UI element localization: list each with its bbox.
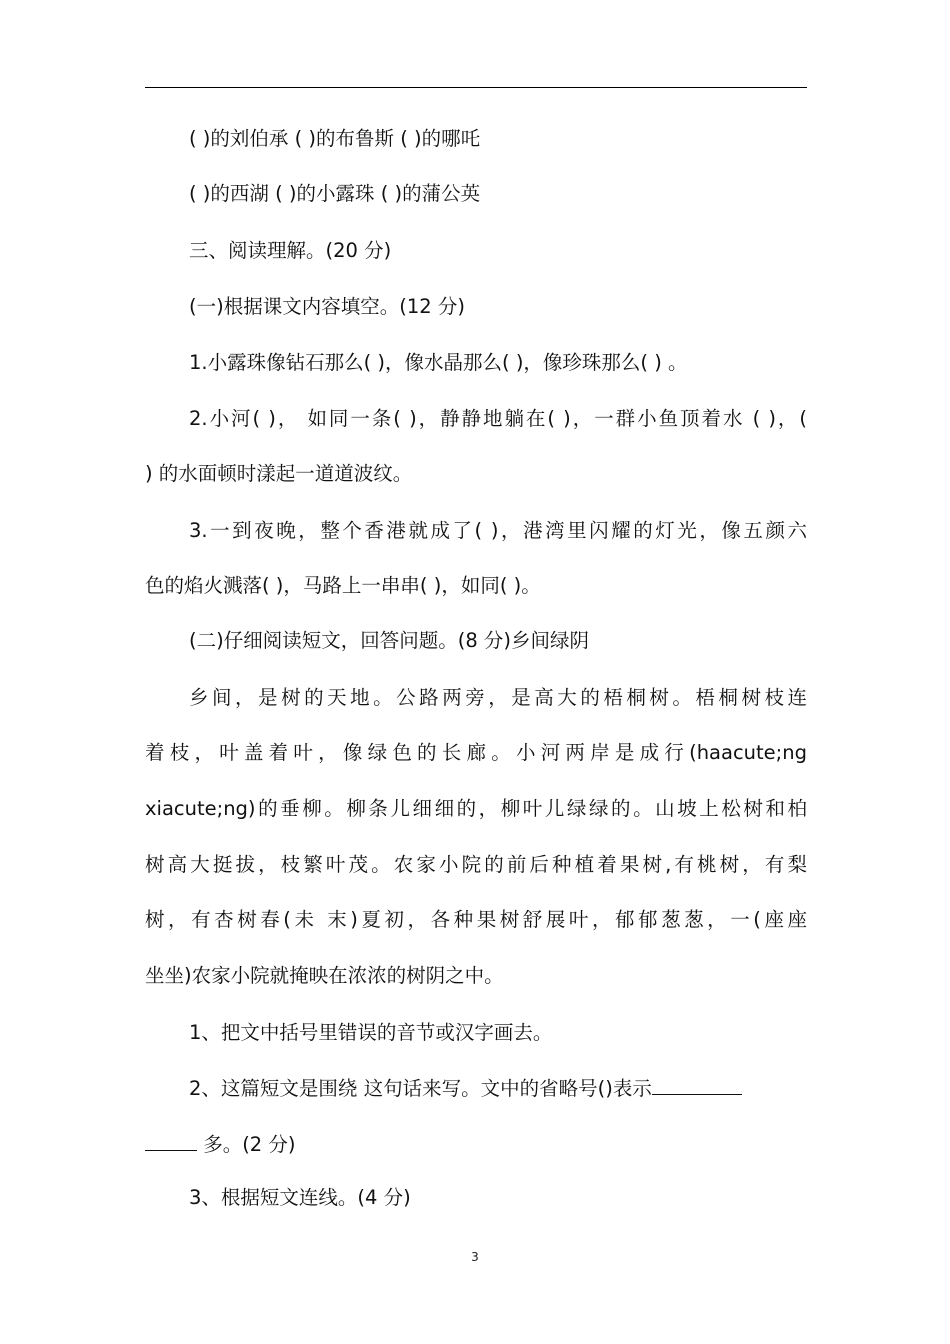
question-line [189,1074,807,1102]
text-line: ( )的刘伯承 ( )的布鲁斯 ( )的哪吒 [189,127,481,150]
question-text: 2.小河( )， 如同一条( )，静静地躺在( )，一群小鱼顶着水 ( )，( [189,407,807,430]
question-text: 2、这篇短文是围绕 这句话来写。文中的省略号()表示 [189,1077,652,1100]
section-heading: 三、阅读理解。(20 分) [189,239,392,262]
page-number: 3 [471,1250,479,1264]
passage-text: 乡间，是树的天地。公路两旁，是高大的梧桐树。梧桐树枝连 [189,686,807,709]
passage-text: 着枝，叶盖着叶，像绿色的长廊。小河两岸是成行(haacute;ng [145,741,807,764]
answer-blank[interactable] [652,1074,742,1095]
question-text: 3.一到夜晚，整个香港就成了( )，港湾里闪耀的灯光，像五颜六 [189,519,807,542]
passage-text: 树高大挺拔，枝繁叶茂。农家小院的前后种植着果树,有桃树，有梨 [145,853,807,876]
passage-text: xiacute;ng)的垂柳。柳条儿细细的，柳叶儿绿绿的。山坡上松树和柏 [145,797,807,820]
question-text: 多。(2 分) [203,1133,296,1156]
subsection-heading: (二)仔细阅读短文，回答问题。(8 分)乡间绿阴 [189,629,590,652]
question-text: 1.小露珠像钻石那么( )，像水晶那么( )，像珍珠那么( ) 。 [189,351,688,374]
answer-blank[interactable] [145,1130,197,1151]
text-line: ( )的西湖 ( )的小露珠 ( )的蒲公英 [189,182,481,205]
subsection-heading: (一)根据课文内容填空。(12 分) [189,295,465,318]
passage-text: 树，有杏树春(未 末)夏初，各种果树舒展叶，郁郁葱葱，一(座座 [145,908,807,931]
question-text: ) 的水面顿时漾起一道道波纹。 [145,462,413,485]
passage-text: 坐坐)农家小院就掩映在浓浓的树阴之中。 [145,964,504,987]
question-text: 3、根据短文连线。(4 分) [189,1186,411,1209]
header-rule [145,87,807,88]
question-text: 1、把文中括号里错误的音节或汉字画去。 [189,1021,553,1044]
question-text: 色的焰火溅落( )，马路上一串串( )，如同( )。 [145,574,541,597]
question-line [145,1130,807,1158]
